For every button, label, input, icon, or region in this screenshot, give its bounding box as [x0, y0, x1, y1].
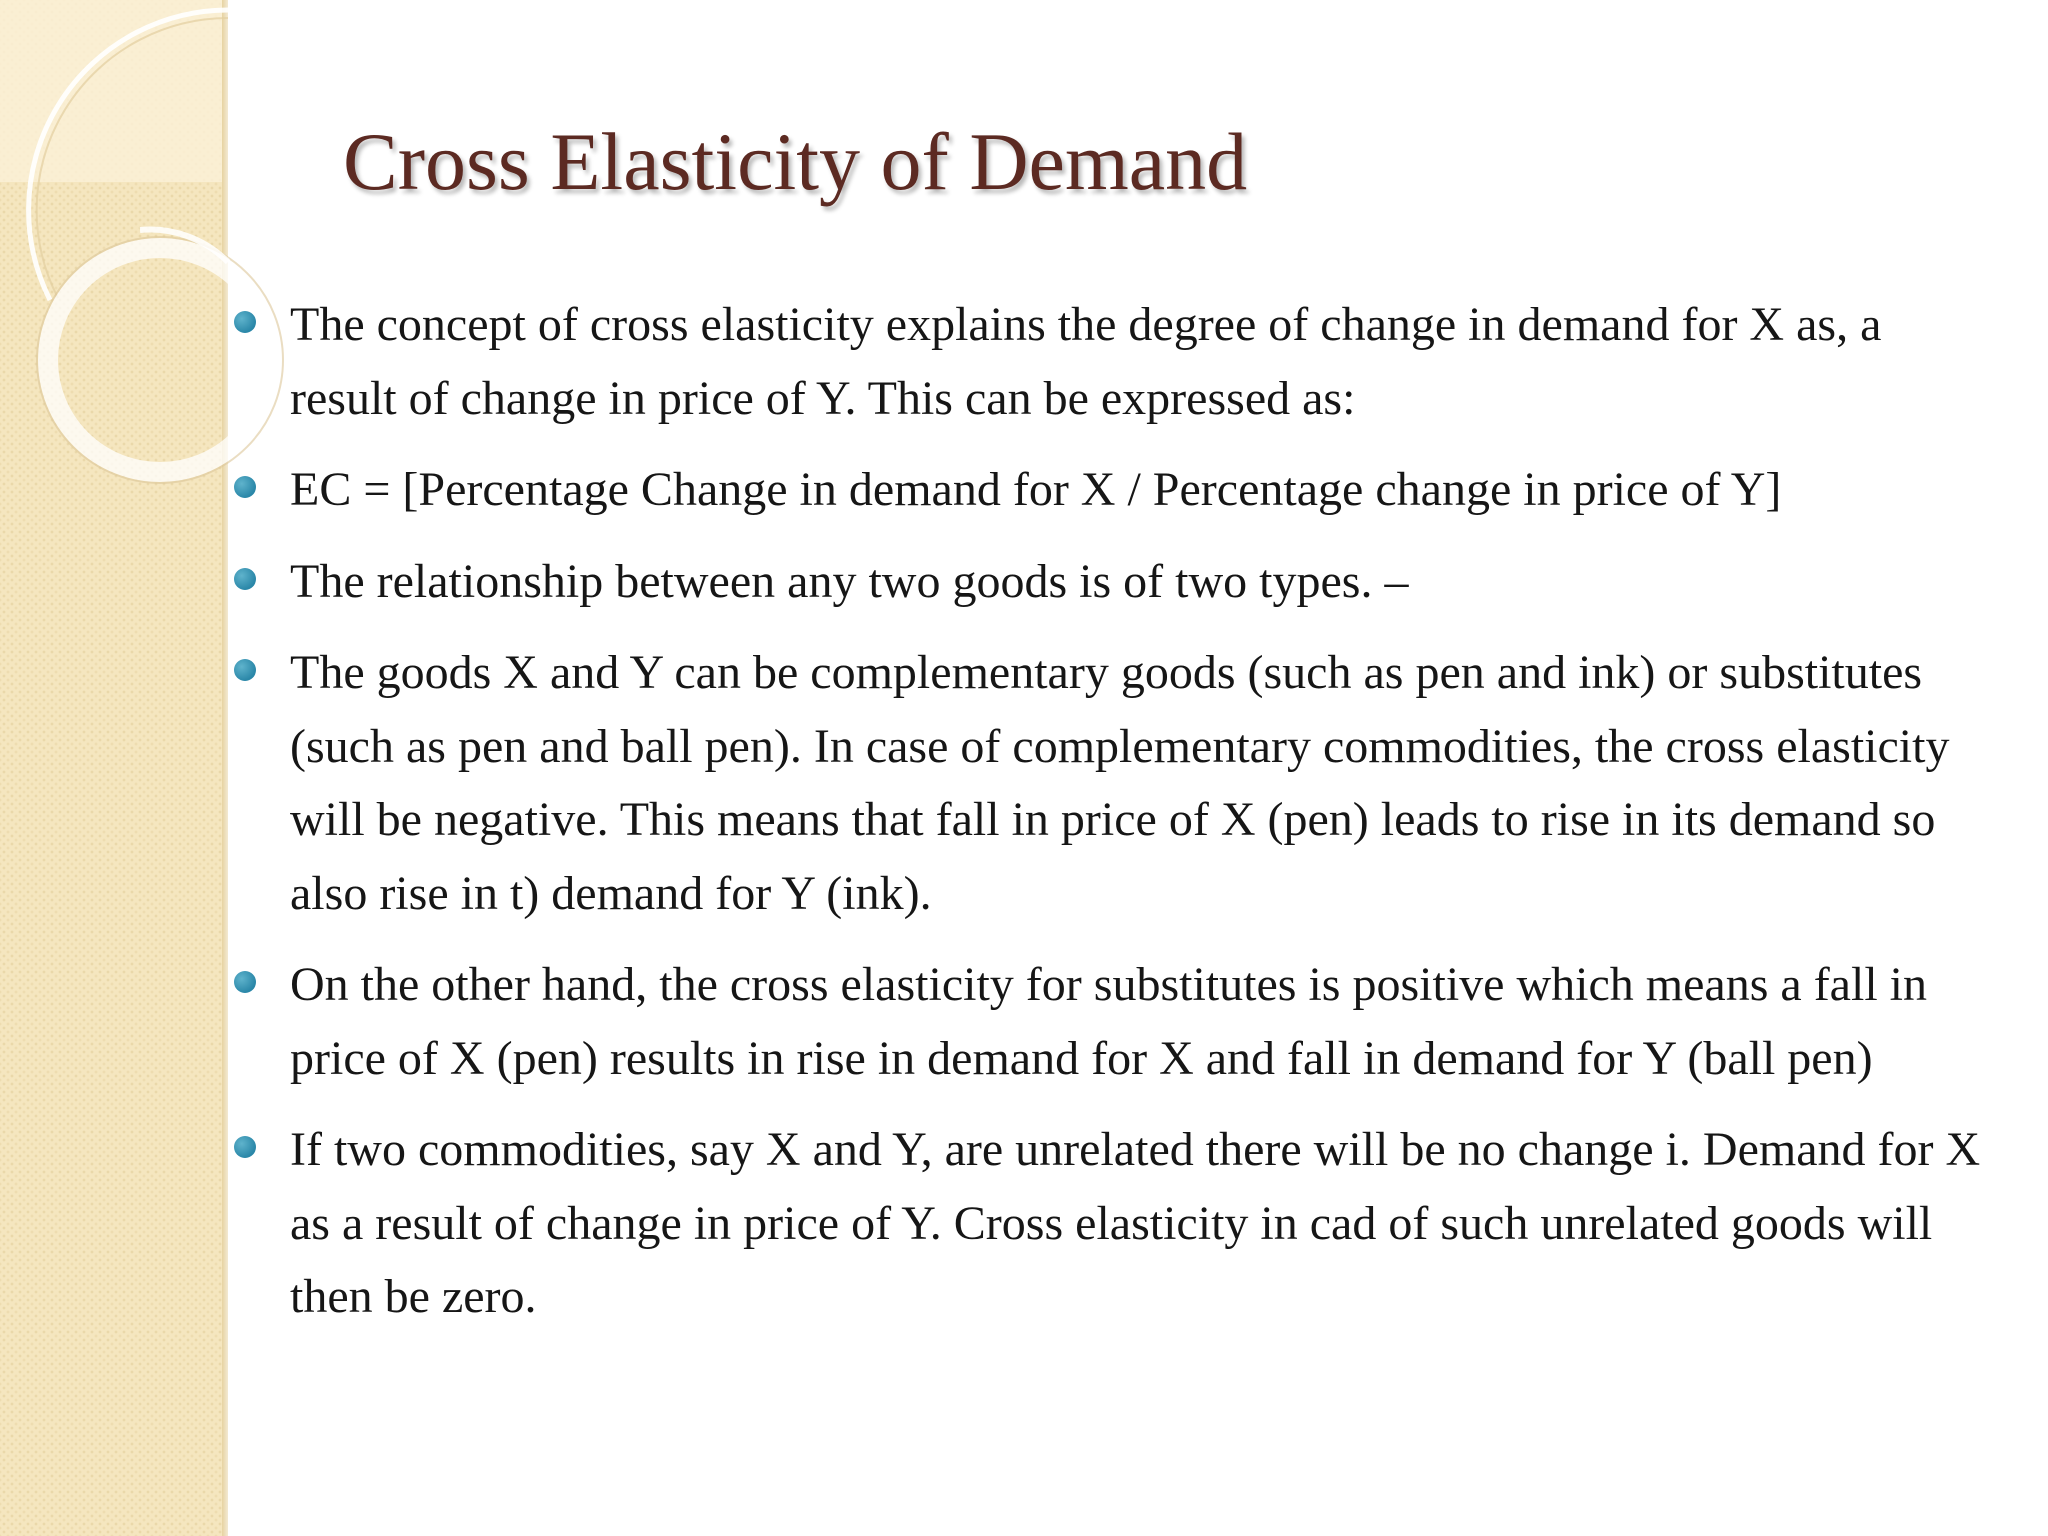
bullet-item: [290, 288, 2000, 435]
side-band-top-panel: [0, 0, 228, 182]
bullet-item: [290, 636, 2000, 930]
bullet-dot-icon: [234, 971, 256, 993]
bullet-item: [290, 948, 2000, 1095]
bullet-text: The concept of cross elasticity explains the degree of change in demand for X as, a result of change in price of Y. This can be expressed as:: [290, 298, 1882, 425]
slide-title: Cross Elasticity of Demand: [343, 116, 1248, 207]
bullet-text: The goods X and Y can be complementary goods (such as pen and ink) or substitutes (such as pen and ball pen). In case of complementary commodities, the cross elasticity will be negative. This means that fall in price of X (pen) leads to rise in its demand so also rise in t) demand for Y (ink).: [290, 646, 1950, 920]
bullet-dot-icon: [234, 476, 256, 498]
bullet-list: [290, 288, 2000, 1352]
bullet-text: The relationship between any two goods is of two types. –: [290, 554, 1409, 608]
bullet-item: [290, 453, 2000, 527]
side-band: [0, 0, 228, 1536]
bullet-text: If two commodities, say X and Y, are unrelated there will be no change i. Demand for X as a result of change in price of Y. Cross elasticity in cad of such unrelated goods will then be zero.: [290, 1123, 1981, 1323]
bullet-item: [290, 1113, 2000, 1334]
bullet-dot-icon: [234, 659, 256, 681]
bullet-text: On the other hand, the cross elasticity for substitutes is positive which means a fall in price of X (pen) results in rise in demand for X and fall in demand for Y (ball pen): [290, 958, 1927, 1085]
side-band-edge: [222, 0, 228, 1536]
bullet-dot-icon: [234, 311, 256, 333]
bullet-dot-icon: [234, 568, 256, 590]
bullet-item: [290, 545, 2000, 619]
bullet-dot-icon: [234, 1136, 256, 1158]
bullet-text: EC = [Percentage Change in demand for X / Percentage change in price of Y]: [290, 463, 1782, 516]
